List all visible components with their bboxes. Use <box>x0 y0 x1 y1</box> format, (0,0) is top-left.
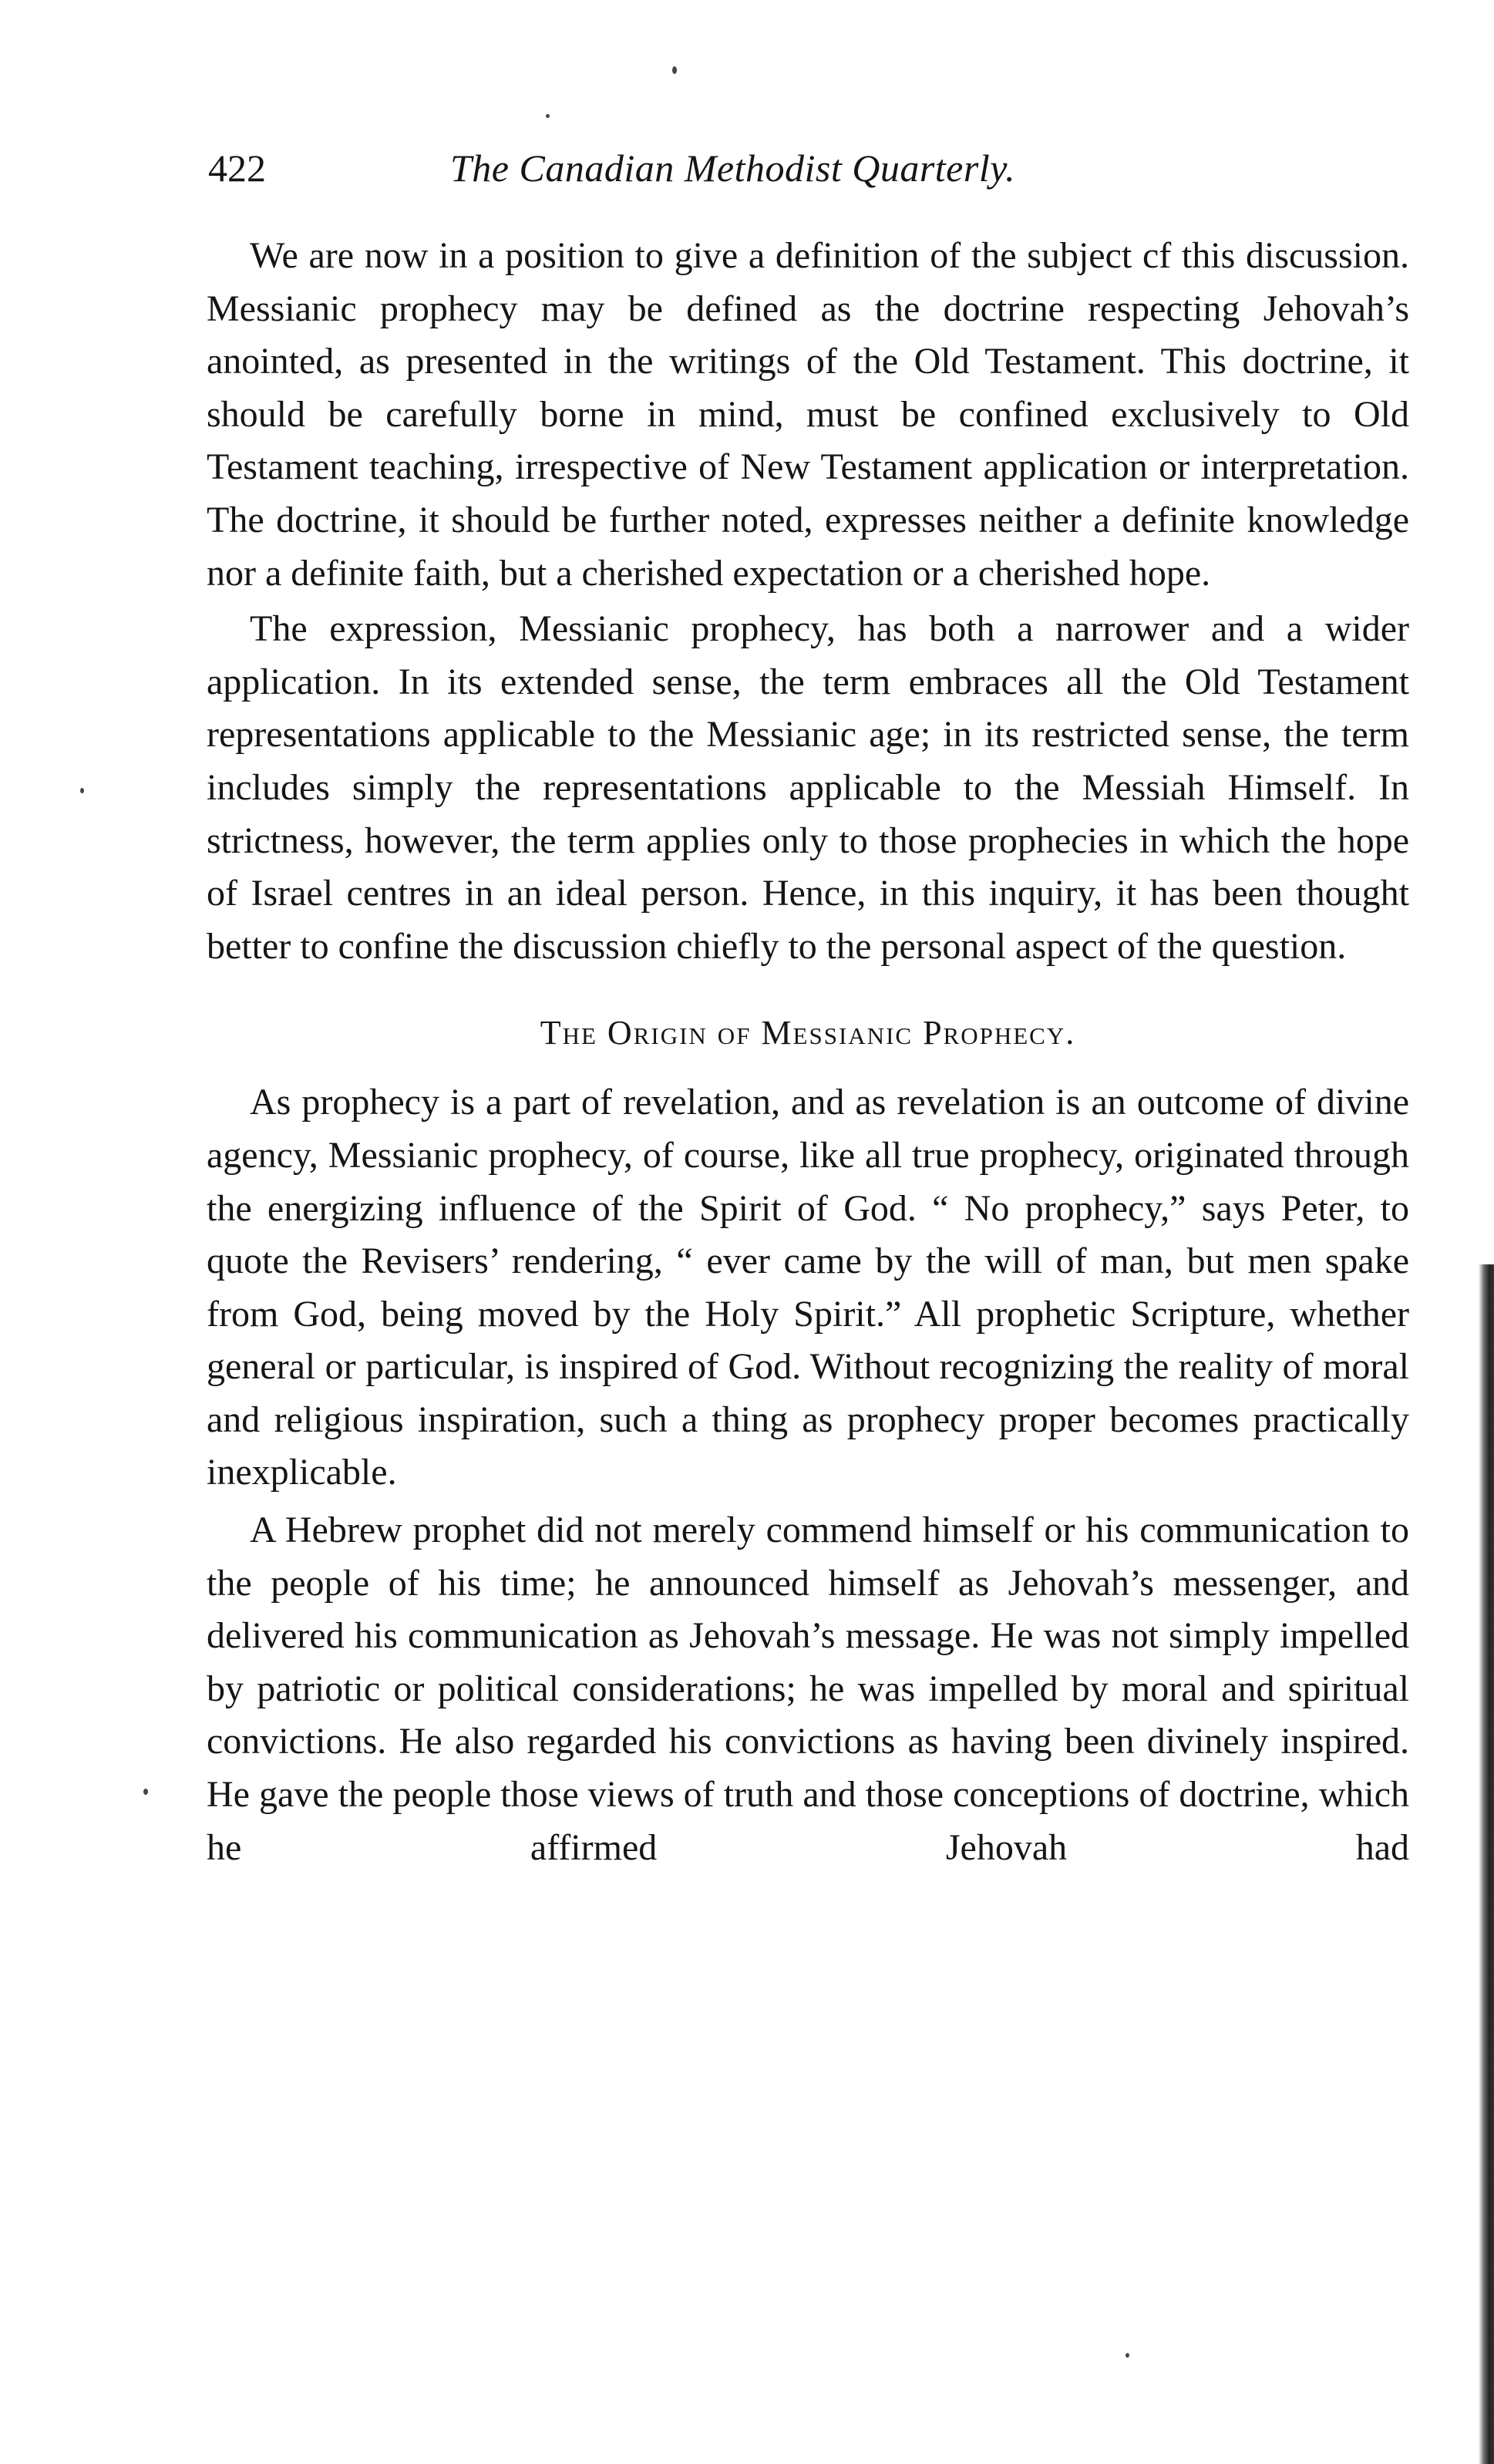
page-number: 422 <box>208 146 266 190</box>
paragraph-hebrew-prophet: A Hebrew prophet did not merely commend himself or his communication to the people of his time; he announced himself as Jehovah’s messenger, and delivered his communication as Jehovah’s message. He was not simply impelled by patriotic or political considerations; he was impelled by moral and spiritual convictions. He also regarded his convictions as having been divinely inspired. He gave the people those views of truth and those conceptions of doctrine, which he affirmed Jehovah had <box>207 1510 1409 1868</box>
paragraph-origin: As prophecy is a part of revelation, and as revelation is an outcome of divine agency, Messianic prophecy, of course, like all true prophecy, originated through the energizing influence of the Spirit of God. “ No prophecy,” says Peter, to quote the Revisers’ rendering, “ ever came by the will of man, but men spake from God, being moved by the Holy Spirit.” All prophetic Scripture, whether general or particular, is inspired of God. Without recognizing the reality of moral and religious inspiration, such a thing as prophecy proper becomes practically inexplicable. <box>207 1082 1409 1493</box>
body-text <box>207 230 1409 1874</box>
scan-speck <box>80 788 84 793</box>
section-heading: The Origin of Messianic Prophecy. <box>540 1014 1076 1052</box>
paragraph-definition: We are now in a position to give a definition of the subject cf this discussion. Messianic prophecy may be defined as the doctrine respecting Jehovah’s anointed, as presented in the writings of the Old Testament. This doctrine, it should be carefully borne in mind, must be confined exclusively to Old Testament teaching, irrespective of New Testament application or interpretation. The doctrine, it should be further noted, expresses neither a definite knowledge nor a definite faith, but a cherished expectation or a cherished hope. <box>207 235 1409 594</box>
scan-speck <box>143 1789 148 1795</box>
scan-speck <box>672 66 677 74</box>
journal-title: The Canadian Methodist Quarterly. <box>450 146 1016 190</box>
paragraph-expression: The expression, Messianic prophecy, has both a narrower and a wider application. In its extended sense, the term embraces all the Old Testament representations applicable to the Messianic age; in its restricted sense, the term includes simply the representations applicable to the Messiah Himself. In strictness, however, the term applies only to those prophecies in which the hope of Israel centres in an ideal person. Hence, in this inquiry, it has been thought better to confine the discussion chiefly to the personal aspect of the question. <box>207 608 1409 967</box>
page-edge-shadow <box>1479 1264 1494 2464</box>
scan-speck <box>1126 2353 1129 2358</box>
scan-speck <box>546 114 550 118</box>
running-head <box>208 145 1403 199</box>
